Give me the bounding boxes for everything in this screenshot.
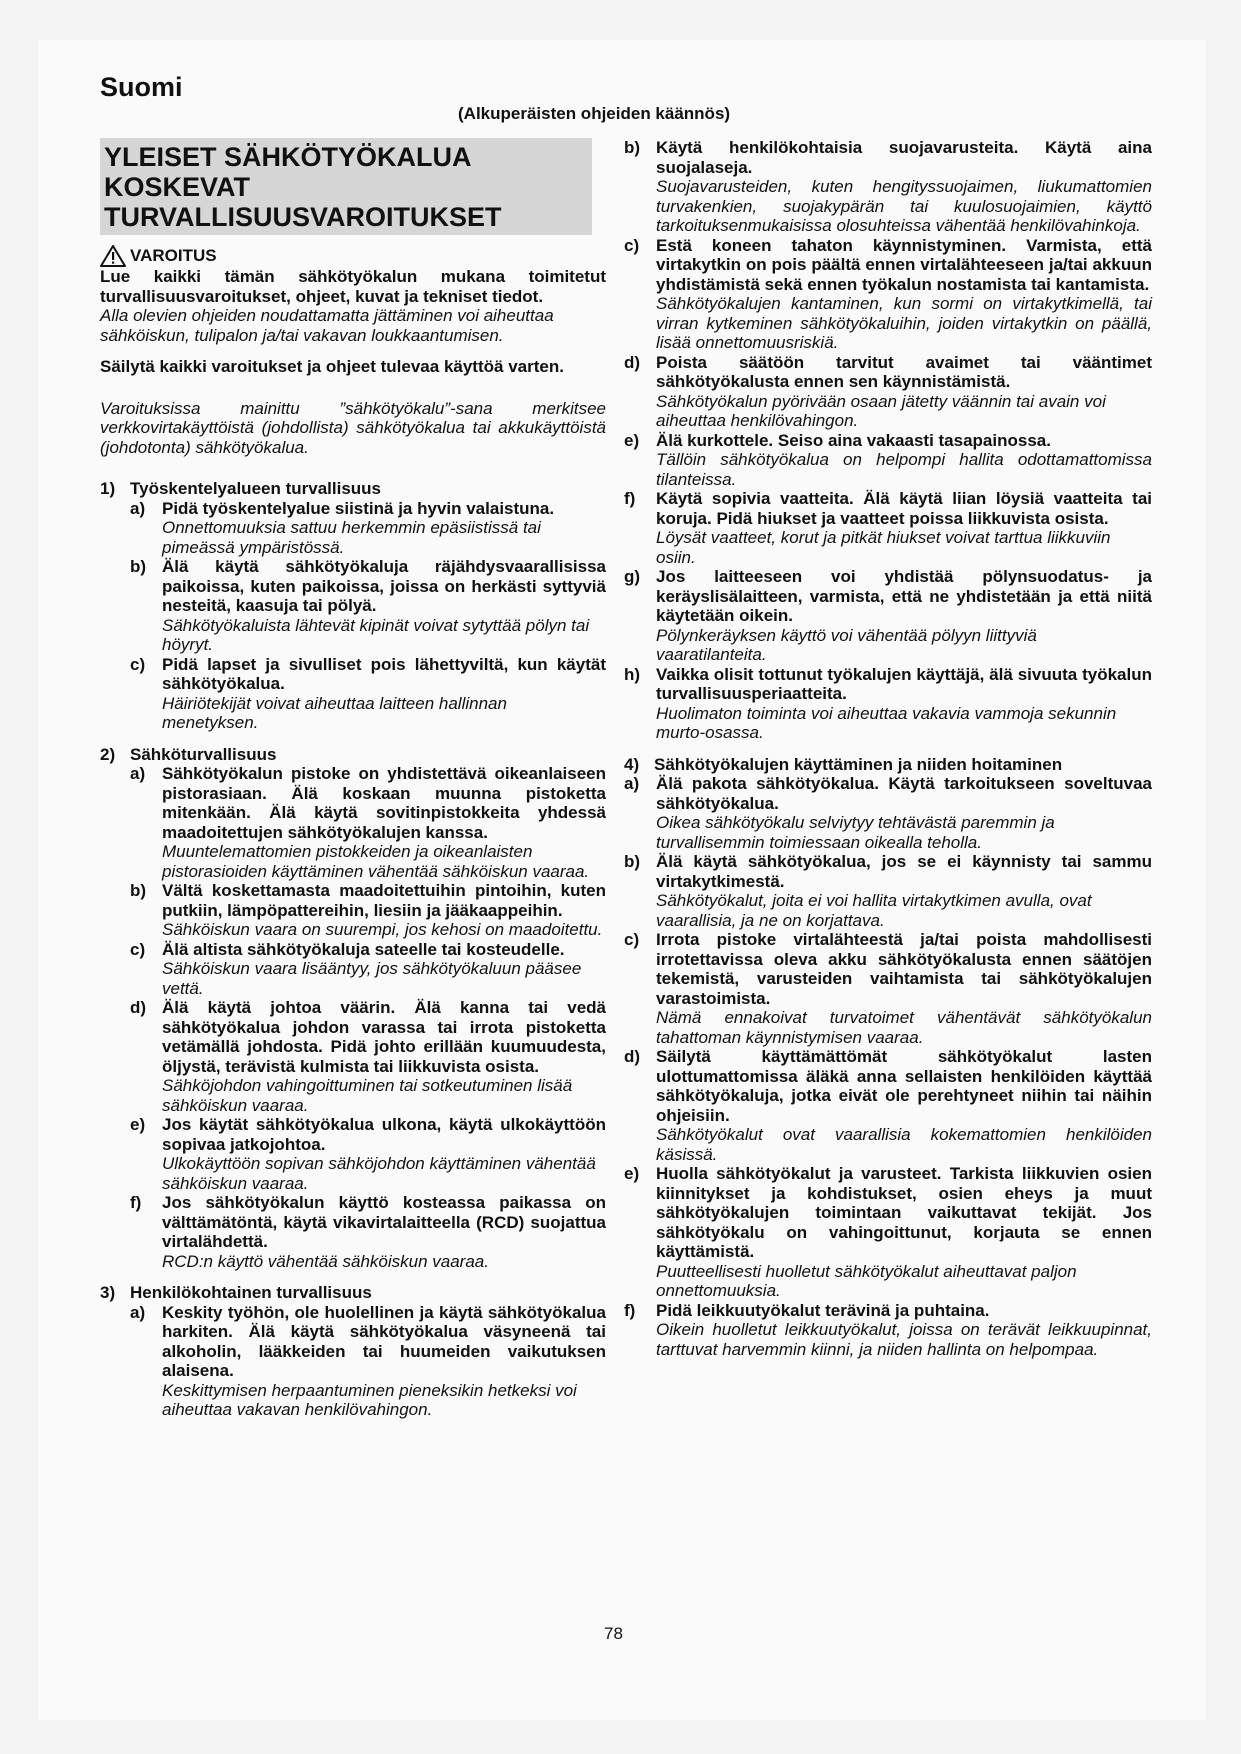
warning-label: VAROITUS xyxy=(130,246,217,266)
warning-triangle-icon xyxy=(100,245,126,267)
power-tool-definition: Varoituksissa mainittu ”sähkötyökalu”-sana merkitsee verkkovirtakäyttöistä (johdollista) sähkötyökalua tai akkukäyttöistä (johdotonta) sähkötyökalua. xyxy=(100,398,606,457)
section-1-heading: 1) Työskentelyalueen turvallisuus xyxy=(100,479,381,498)
warning-read-instructions: Lue kaikki tämän sähkötyökalun mukana toimitetut turvallisuusvaroitukset, ohjeet, kuvat ja tekniset tiedot. xyxy=(100,267,606,306)
list-item: c) Irrota pistoke virtalähteestä ja/tai poista mahdollisesti irrotettavissa oleva akku sähkötyökalusta ennen säätöjen tekemistä, varusteiden vaihtamista tai sähkötyökalujen varastoimista. Nämä ennakoivat turvatoimet vähentävät sähkötyökalun tahattoman käynnistymisen vaaraa. xyxy=(624,930,1152,1047)
list-item: c) Älä altista sähkötyökaluja sateelle tai kosteudelle. Sähköiskun vaara lisääntyy, jos sähkötyökaluun pääsee vettä. xyxy=(130,939,582,998)
list-item: b) Käytä henkilökohtaisia suojavarusteita. Käytä aina suojalaseja. Suojavarusteiden, kuten hengityssuojaimen, liukumattomien turvakenkien, suojakypärän tai kuulosuojaimien, käyttö tarkoituksenmukaisissa olosuhteissa vähentää henkilövahinkoja. xyxy=(624,138,1152,235)
list-item: e) Jos käytät sähkötyökalua ulkona, käytä ulkokäyttöön sopivaa jatkojohtoa. Ulkokäyttöön sopivan sähköjohdon käyttäminen vähentää sähköiskun vaaraa. xyxy=(130,1115,606,1193)
list-item: d) Älä käytä johtoa väärin. Älä kanna tai vedä sähkötyökalua johdon varassa tai irrota pistoketta vetämällä johdosta. Pidä johto erillään kuumuudesta, öljystä, terävistä kulmista tai liikkuvista osista. Sähköjohdon vahingoittuminen tai sotkeutuminen lisää sähköiskun vaaraa. xyxy=(130,998,606,1115)
title-line-1: YLEISET SÄHKÖTYÖKALUA xyxy=(104,142,472,172)
list-item: h) Vaikka olisit tottunut työkalujen käyttäjä, älä sivuuta työkalun turvallisuusperiaatteita. Huolimaton toiminta voi aiheuttaa vakavia vammoja sekunnin murto-osassa. xyxy=(624,664,1152,742)
list-item: e) Älä kurkottele. Seiso aina vakaasti tasapainossa. Tällöin sähkötyökalua on helpompi hallita odottamattomissa tilanteissa. xyxy=(624,430,1152,489)
list-item: a) Keskity työhön, ole huolellinen ja käytä sähkötyökalua harkiten. Älä käytä sähkötyökalua väsyneenä tai alkoholin, lääkkeiden tai huumeiden vaikutuksen alaisena. Keskittymisen herpaantuminen pieneksikin hetkeksi voi aiheuttaa vakavan henkilövahingon. xyxy=(130,1302,606,1419)
warning-save-note: Säilytä kaikki varoitukset ja ohjeet tulevaa käyttöä varten. xyxy=(100,357,564,376)
section-3-heading: 3) Henkilökohtainen turvallisuus xyxy=(100,1283,372,1302)
list-item: d) Poista säätöön tarvitut avaimet tai vääntimet sähkötyökalusta ennen sen käynnistämistä. Sähkötyökalun pyörivään osaan jätetty väännin tai avain voi aiheuttaa henkilövahingon. xyxy=(624,352,1152,430)
list-item: f) Pidä leikkuutyökalut terävinä ja puhtaina. Oikein huolletut leikkuutyökalut, joissa on terävät leikkuupinnat, tarttuvat harvemmin kiinni, ja niiden hallinta on helpompaa. xyxy=(624,1300,1152,1359)
list-item: f) Käytä sopivia vaatteita. Älä käytä liian löysiä vaatteita tai koruja. Pidä hiukset ja vaatteet poissa liikkuvista osista. Löysät vaatteet, korut ja pitkät hiukset voivat tarttua liikkuviin osiin. xyxy=(624,489,1152,567)
warning-header xyxy=(100,245,606,267)
title-line-2: KOSKEVAT xyxy=(104,172,251,202)
list-item: g) Jos laitteeseen voi yhdistää pölynsuodatus- ja keräyslisälaitteen, varmista, että ne yhdistetään ja että niitä käytetään oikein. Pölynkeräyksen käyttö voi vähentää pölyyn liittyviä vaaratilanteita. xyxy=(624,567,1152,664)
list-item: b) Vältä koskettamasta maadoitettuihin pintoihin, kuten putkiin, lämpöpattereihin, liesiin ja jääkaappeihin. Sähköiskun vaara on suurempi, jos kehosi on maadoitettu. xyxy=(130,881,606,939)
list-item: a) Sähkötyökalun pistoke on yhdistettävä oikeanlaiseen pistorasiaan. Älä koskaan muunna pistoketta mitenkään. Älä käytä sovitinpistokkeita yhdessä maadoitettujen sähkötyökalujen kanssa. Muuntelemattomien pistokkeiden ja oikeanlaisten pistorasioiden käyttäminen vähentää sähköiskun vaaraa. xyxy=(130,764,606,881)
list-item: c) Pidä lapset ja sivulliset pois lähettyviltä, kun käytät sähkötyökalua. Häiriötekijät voivat aiheuttaa laitteen hallinnan menetyksen. xyxy=(130,654,606,732)
left-column xyxy=(100,138,606,1420)
section-2-heading: 2) Sähköturvallisuus xyxy=(100,744,277,764)
list-item: b) Älä käytä sähkötyökalua, jos se ei käynnisty tai sammu virtakytkimestä. Sähkötyökalut, joita ei voi hallita virtakytkimen avulla, ovat vaarallisia, ja ne on korjattava. xyxy=(624,852,1152,930)
translation-note: (Alkuperäisten ohjeiden käännös) xyxy=(458,104,731,123)
list-item: b) Älä käytä sähkötyökaluja räjähdysvaarallisissa paikoissa, kuten paikoissa, joissa on herkästi syttyviä nesteitä, kaasuja tai pölyä. Sähkötyökaluista lähtevät kipinät voivat sytyttää pölyn tai höyryt. xyxy=(130,557,606,654)
title-line-3: TURVALLISUUSVAROITUKSET xyxy=(104,202,502,232)
list-item: a) Pidä työskentelyalue siistinä ja hyvin valaistuna. Onnettomuuksia sattuu herkemmin epäsiistissä tai pimeässä ympäristössä. xyxy=(130,498,555,557)
list-item: f) Jos sähkötyökalun käyttö kosteassa paikassa on välttämätöntä, käytä vikavirtalaitteella (RCD) suojattua virtalähdettä. RCD:n käyttö vähentää sähköiskun vaaraa. xyxy=(130,1193,606,1271)
list-item: e) Huolla sähkötyökalut ja varusteet. Tarkista liikkuvien osien kiinnitykset ja kohdistukset, osien eheys ja muut sähkötyökalujen toimintaan vaikuttavat tekijät. Jos sähkötyökalu on vahingoittunut, korjauta se ennen käyttämistä. Puutteellisesti huolletut sähkötyökalut aiheuttavat paljon onnettomuuksia. xyxy=(624,1164,1152,1300)
list-item: a) Älä pakota sähkötyökalua. Käytä tarkoitukseen soveltuvaa sähkötyökalua. Oikea sähkötyökalu selviytyy tehtävästä paremmin ja turvallisemmin toimiessaan oikealla teholla. xyxy=(624,774,1152,852)
right-column xyxy=(624,138,1152,1359)
section-title-box xyxy=(100,138,592,235)
section-4-heading: 4) Sähkötyökalujen käyttäminen ja niiden hoitaminen xyxy=(624,754,1063,774)
list-item: d) Säilytä käyttämättömät sähkötyökalut lasten ulottumattomissa äläkä anna sellaisten henkilöiden käyttää sähkötyökaluja, jotka eivät ole perehtyneet niihin tai näihin ohjeisiin. Sähkötyökalut ovat vaarallisia kokemattomien henkilöiden käsissä. xyxy=(624,1047,1152,1164)
list-item: c) Estä koneen tahaton käynnistyminen. Varmista, että virtakytkin on pois päältä ennen virtalähteeseen ja/tai akkuun yhdistämistä sekä ennen työkalun nostamista tai kantamista. Sähkötyökalujen kantaminen, kun sormi on virtakytkimellä, tai virran kytkeminen sähkötyökaluihin, joiden virtakytkin on päällä, lisää onnettomuusriskiä. xyxy=(624,235,1152,352)
page-number: 78 xyxy=(604,1624,623,1643)
warning-consequence: Alla olevien ohjeiden noudattamatta jättäminen voi aiheuttaa sähköiskun, tulipalon ja/tai vakavan loukkaantumisen. xyxy=(100,306,554,345)
language-heading: Suomi xyxy=(100,72,183,102)
